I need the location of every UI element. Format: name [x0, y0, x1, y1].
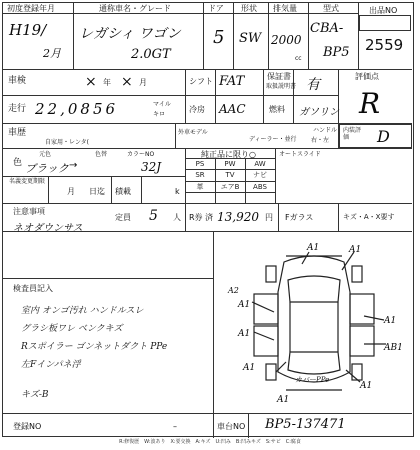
wheel-rr	[352, 364, 362, 380]
mark-a1-rear: A1	[277, 395, 290, 405]
line	[111, 176, 112, 203]
remark-1: 室内 オンゴ汚れ ハンドルスレ	[21, 306, 144, 316]
interior-label: 内装評価	[343, 127, 362, 141]
mileage-unit-km: キロ	[153, 111, 166, 118]
auction-sheet	[2, 2, 414, 437]
line	[248, 413, 249, 438]
scratch-label: キズ・A・X要す	[343, 213, 395, 221]
opt-sr: SR	[195, 171, 205, 179]
displacement-unit: cc	[295, 55, 302, 62]
interior-value: D	[377, 127, 390, 146]
car-name-value: レガシィ ワゴン	[79, 26, 181, 42]
line	[308, 3, 309, 69]
mark-a1-right-front: A1	[384, 316, 397, 326]
car-damage-diagram	[214, 232, 412, 413]
wheel-fr	[352, 266, 362, 282]
warranty-value: 有	[306, 77, 320, 93]
line	[338, 203, 339, 231]
line	[233, 3, 234, 69]
model-value-1: CBA-	[310, 21, 344, 36]
changed-color-label: 色替	[95, 151, 108, 158]
dealer-label: ディーラー・並行	[249, 136, 297, 143]
line	[215, 69, 216, 123]
line	[203, 3, 204, 69]
score-value: R	[359, 87, 381, 120]
original-color-label: 元色	[39, 151, 52, 158]
line	[3, 203, 412, 204]
f-glass-label: Fガラス	[285, 213, 314, 222]
legend-footer: R:修復歴 W:波あり X:要交換 A:キズ U:凹み B:凹みキズ S:サビ C:腐食	[119, 439, 301, 445]
doors-label: ドア	[208, 4, 224, 13]
left-rear-door	[254, 326, 278, 356]
inspection-year: ×	[85, 74, 97, 90]
windshield	[288, 276, 340, 302]
model-label: 型式	[323, 4, 339, 13]
chassis-value: BP5-137471	[265, 417, 346, 432]
fuel-label: 燃料	[269, 105, 285, 114]
handle-label: ハンドル	[313, 127, 338, 134]
shift-value: FAT	[219, 74, 245, 89]
notes-value: ネオダウンサス	[13, 223, 83, 234]
recycle-symbol: 済	[205, 213, 213, 222]
wheel-rl	[266, 364, 276, 380]
inspection-label: 車検	[8, 76, 27, 86]
line	[185, 69, 186, 123]
line	[73, 3, 74, 69]
mileage-unit-miles: マイル	[153, 101, 171, 108]
inspector-title: 検査員記入	[13, 284, 53, 293]
capacity-unit: 人	[173, 213, 181, 222]
doors-value: 5	[213, 27, 225, 48]
remark-3: Rスポイラー ゴンネットダクト PPe	[21, 342, 168, 352]
shift-label: シフト	[189, 77, 213, 86]
mileage-value: 22,0856	[35, 100, 119, 118]
opt-tv: TV	[225, 171, 235, 179]
line	[3, 148, 412, 149]
wheel-fl	[266, 266, 276, 282]
line	[175, 123, 176, 148]
handle-value: 右・左	[311, 137, 330, 144]
mark-a1-front-right: A1	[349, 245, 362, 255]
line	[3, 176, 185, 177]
recycle-value: 13,920	[217, 210, 259, 224]
ac-value: AAC	[219, 102, 246, 116]
line	[48, 176, 49, 203]
ac-label: 冷房	[189, 105, 205, 114]
year-mark: 年	[103, 78, 111, 87]
mark-a1-left-rear: A1	[238, 329, 251, 339]
history-sub: 自家用・レンタ(	[45, 139, 89, 146]
loading-label: 積載	[115, 187, 131, 196]
reg-month-value: 2月	[43, 47, 61, 60]
line	[293, 69, 294, 123]
mark-a1-left-front: A1	[238, 300, 251, 310]
color-arrow: →	[69, 160, 78, 171]
color-no-value: 32J	[141, 160, 162, 174]
opt-navi: ナビ	[253, 171, 267, 179]
opt-pw: PW	[224, 160, 236, 168]
loading-unit: k	[175, 187, 180, 196]
shape-value: SW	[239, 31, 262, 46]
line	[263, 69, 264, 123]
notes-label: 注意事項	[13, 207, 45, 216]
rear-window	[288, 352, 340, 374]
name-change-label: 名義変更期限	[9, 178, 46, 185]
mark-a2: A2	[228, 286, 239, 295]
remark-4: 左Fインパネ浮	[21, 360, 81, 370]
right-front-door	[350, 294, 374, 324]
color-no-label: カラーNO	[127, 151, 155, 158]
line	[3, 95, 338, 96]
history-label: 車歴	[8, 128, 27, 138]
reg-year-value: H19/	[9, 21, 47, 39]
remark-5: キズ-B	[21, 390, 49, 400]
car-name-label: 通称車名・グレード	[99, 4, 171, 13]
fuel-value: ガソリン	[299, 107, 339, 118]
mark-a1-left-rear-wheel: A1	[243, 363, 256, 373]
displacement-value: 2000	[271, 33, 302, 47]
inspection-month: ×	[121, 74, 133, 90]
line	[278, 203, 279, 231]
remark-2: グラシ板ワレ ベンクキズ	[21, 324, 123, 334]
line	[358, 3, 359, 69]
name-change-day: 日迄	[89, 187, 105, 196]
month-mark: 月	[139, 78, 147, 87]
chassis-label: 車台NO	[217, 422, 246, 431]
name-change-month: 月	[67, 187, 75, 196]
mark-ab1-right: AB1	[384, 343, 403, 353]
capacity-value: 5	[149, 208, 158, 224]
mark-a1-rear-right: A1	[360, 381, 373, 391]
line	[141, 176, 142, 203]
lot-label: 出品NO	[369, 6, 398, 15]
grade-value: 2.0GT	[131, 47, 171, 62]
line	[3, 413, 412, 414]
line	[275, 148, 276, 203]
lot-box	[359, 15, 411, 31]
mileage-label: 走行	[8, 104, 27, 114]
right-rear-door	[350, 326, 374, 356]
color-value: ブラック	[25, 162, 69, 175]
capacity-label: 定員	[115, 213, 131, 222]
score-label: 評価点	[355, 72, 379, 81]
import-label: 外車モデル	[178, 129, 208, 136]
color-label: 色	[13, 158, 23, 168]
warranty-sub: 取扱説明書	[266, 83, 297, 90]
auto-slide-label: オートスライド	[279, 151, 321, 158]
line	[3, 278, 213, 279]
opt-leather: 革	[196, 183, 204, 191]
recycle-unit: 円	[265, 213, 273, 222]
opt-ps: PS	[195, 160, 205, 168]
line	[268, 3, 269, 69]
mark-cover-ppe: カバーPPe	[295, 376, 330, 384]
line	[3, 13, 358, 14]
model-value-2: BP5	[323, 45, 350, 60]
shape-label: 形状	[241, 4, 257, 13]
lot-value: 2559	[365, 36, 404, 54]
warranty-label: 保証書	[267, 72, 291, 81]
reg-year-label: 初度登録年月	[7, 4, 55, 13]
opt-aw: AW	[254, 160, 266, 168]
recycle-label: R券	[189, 213, 203, 222]
opt-abs: ABS	[253, 183, 267, 191]
line	[3, 69, 412, 70]
reg-no-value: –	[173, 422, 177, 431]
mark-a1-front: A1	[307, 243, 320, 253]
reg-no-label: 登録NO	[13, 422, 42, 431]
opt-airbag: エアB	[220, 183, 240, 191]
genuine-label: 純正品に限り○	[201, 150, 256, 159]
displacement-label: 排気量	[273, 4, 297, 13]
